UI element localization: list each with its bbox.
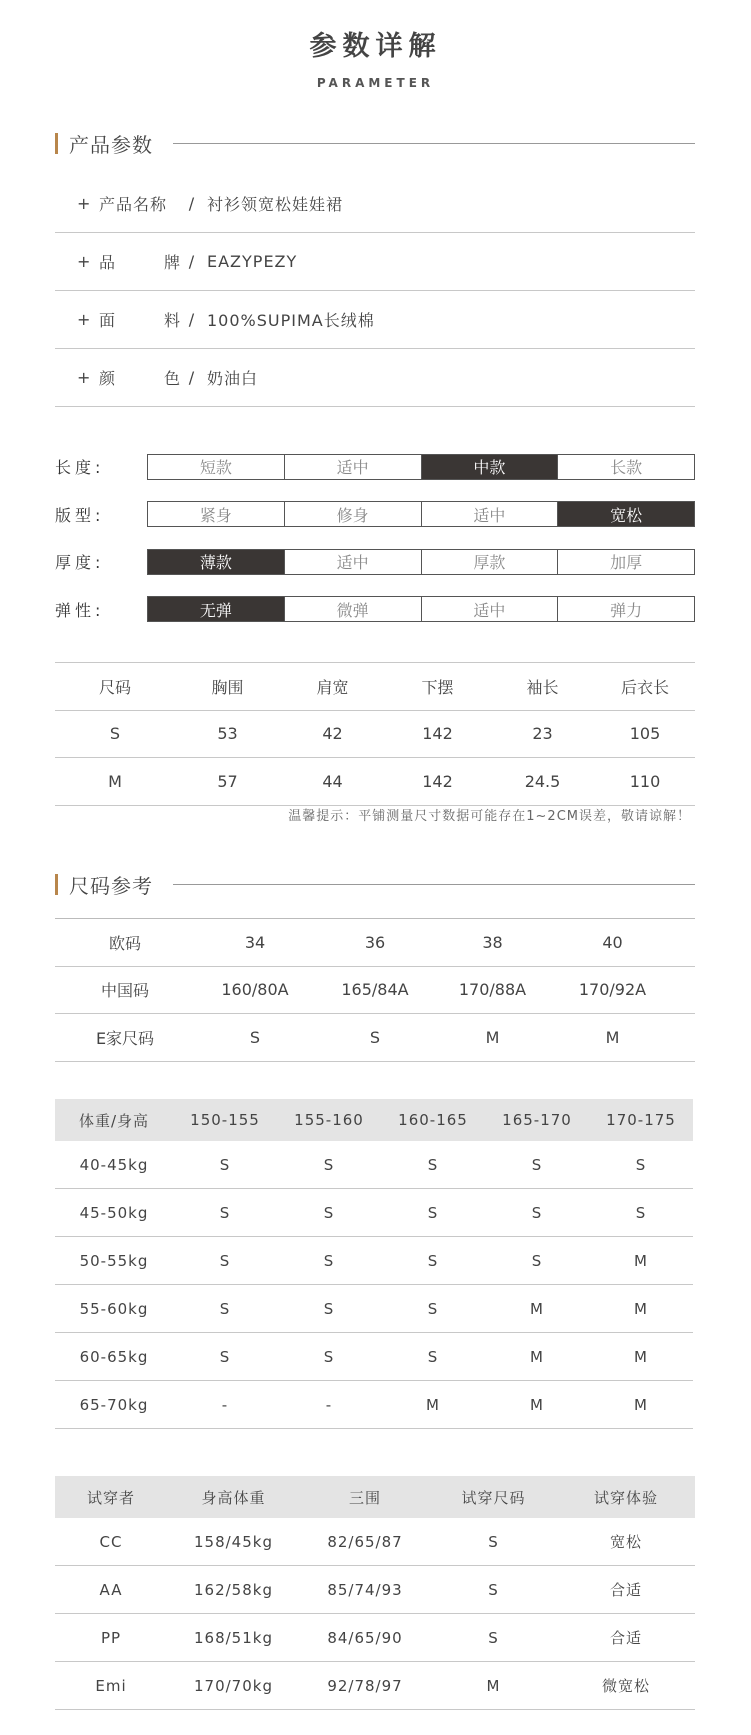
attribute-option: 弹力 [557, 597, 694, 621]
table-cell: 82/65/87 [327, 1532, 403, 1551]
section-title: 尺码参考 [69, 873, 153, 898]
attribute-option: 紧身 [199, 505, 232, 525]
attribute-options [147, 501, 695, 527]
table-row [55, 1189, 693, 1237]
attribute-row [55, 491, 695, 539]
table-row [55, 1333, 693, 1381]
attribute-option: 无弹 [148, 597, 284, 621]
table-cell: S [427, 1251, 439, 1270]
table-header-cell: 后衣长 [620, 677, 669, 697]
attribute-row [55, 586, 695, 634]
table-cell: 55-60kg [79, 1299, 149, 1318]
attribute-option: 修身 [284, 502, 421, 526]
table-row [55, 1014, 695, 1062]
table-cell: S [531, 1203, 543, 1222]
attribute-options [147, 549, 695, 575]
table-cell: M [108, 771, 122, 791]
table-cell: 微宽松 [601, 1677, 650, 1695]
table-cell: S [219, 1347, 231, 1366]
table-cell: 合适 [609, 1581, 642, 1599]
table-cell: 142 [422, 724, 453, 744]
param-value: 奶油白 [207, 369, 259, 388]
table-cell: S [109, 724, 121, 744]
table-cell: 36 [364, 932, 386, 952]
table-cell: S [427, 1347, 439, 1366]
attribute-row [55, 443, 695, 491]
table-cell: 40-45kg [79, 1155, 149, 1174]
table-header-row [55, 663, 695, 711]
table-header-cell: 试穿体验 [593, 1488, 658, 1507]
attribute-label: 版型: [55, 505, 105, 525]
table-cell: 84/65/90 [327, 1628, 403, 1647]
table-cell: 142 [422, 771, 453, 791]
attribute-option: 短款 [199, 458, 232, 478]
param-separator: / [188, 310, 196, 329]
param-row-brand [55, 233, 695, 291]
attribute-options [147, 454, 695, 480]
table-cell: M [486, 1676, 501, 1695]
table-cell: S [219, 1251, 231, 1270]
attribute-option: 薄款 [148, 550, 284, 574]
table-cell: M [634, 1299, 648, 1318]
table-header-cell: 170-175 [606, 1111, 676, 1129]
param-row-fabric [55, 291, 695, 349]
param-key: 产品名称 [99, 195, 168, 214]
section-title: 产品参数 [69, 132, 153, 157]
attribute-option: 宽松 [557, 502, 694, 526]
page-title: 参数详解 [309, 31, 442, 62]
table-cell: 110 [629, 771, 661, 791]
table-cell: 23 [532, 724, 553, 744]
table-row [55, 1662, 695, 1710]
table-cell: S [635, 1203, 647, 1222]
table-cell: M [530, 1395, 544, 1414]
plus-icon: + [77, 368, 92, 387]
attribute-option: 长款 [557, 455, 694, 479]
table-cell: 宽松 [609, 1533, 642, 1551]
table-row [55, 1566, 695, 1614]
param-row-name [55, 175, 695, 233]
table-header-cell: 试穿尺码 [461, 1488, 526, 1507]
table-row [55, 758, 695, 806]
param-key-char: 颜 [99, 369, 117, 388]
table-cell: S [323, 1203, 335, 1222]
param-separator: / [188, 252, 196, 271]
table-cell: 85/74/93 [327, 1580, 403, 1599]
table-header-cell: 165-170 [502, 1111, 572, 1129]
weight-height-table [55, 1099, 693, 1429]
table-header-cell: 三围 [348, 1488, 381, 1507]
table-cell: - [325, 1395, 333, 1414]
param-value: EAZYPEZY [207, 252, 298, 271]
table-cell: 158/45kg [194, 1532, 273, 1551]
table-cell: S [488, 1628, 499, 1647]
divider [173, 884, 695, 885]
table-cell: M [634, 1251, 648, 1270]
attribute-option: 加厚 [557, 550, 694, 574]
param-key [99, 250, 181, 273]
attribute-row [55, 538, 695, 586]
table-cell: S [323, 1251, 335, 1270]
table-cell: 57 [217, 771, 238, 791]
page-subtitle: PARAMETER [316, 76, 435, 90]
table-header-cell: 胸围 [211, 677, 244, 697]
attribute-option: 适中 [421, 597, 558, 621]
attribute-block [55, 443, 695, 633]
attribute-label: 厚度: [55, 553, 105, 573]
table-cell: 162/58kg [194, 1580, 273, 1599]
table-cell: S [488, 1532, 499, 1551]
attribute-option: 适中 [421, 502, 558, 526]
table-cell: S [531, 1251, 543, 1270]
product-section-heading [55, 131, 695, 155]
table-cell: 合适 [609, 1629, 642, 1647]
fitting-table [55, 1476, 695, 1710]
table-cell: S [249, 1027, 261, 1047]
table-row [55, 711, 695, 759]
param-key-char: 料 [163, 311, 181, 330]
divider [173, 143, 695, 144]
table-cell: 168/51kg [194, 1628, 273, 1647]
table-header-cell: 袖长 [526, 677, 559, 697]
attribute-options [147, 596, 695, 622]
table-header-cell: 下摆 [421, 677, 454, 697]
table-cell: PP [100, 1628, 122, 1647]
table-cell: S [219, 1203, 231, 1222]
attribute-option: 适中 [284, 550, 421, 574]
size-reference-table [55, 918, 695, 1062]
table-cell: S [635, 1155, 647, 1174]
attribute-option: 厚款 [421, 550, 558, 574]
plus-icon: + [77, 194, 92, 213]
param-value: 100%SUPIMA长绒棉 [207, 311, 375, 330]
param-key [99, 308, 181, 331]
table-cell: 45-50kg [79, 1203, 149, 1222]
table-cell: 40 [602, 932, 623, 952]
table-cell: 105 [629, 724, 661, 744]
table-cell: S [427, 1299, 439, 1318]
accent-bar [55, 133, 58, 154]
table-cell: 34 [244, 932, 266, 952]
attribute-option: 微弹 [284, 597, 421, 621]
table-cell: 53 [217, 724, 238, 744]
table-cell: - [221, 1395, 229, 1414]
table-cell: M [634, 1395, 648, 1414]
table-cell: 44 [322, 771, 343, 791]
param-key-char: 品 [99, 253, 117, 272]
table-cell: 165/84A [341, 980, 409, 1000]
table-cell: 65-70kg [79, 1395, 149, 1414]
table-cell: S [427, 1155, 439, 1174]
table-cell: E家尺码 [95, 1028, 155, 1048]
table-header-cell: 160-165 [398, 1111, 468, 1129]
table-cell: 170/92A [578, 980, 647, 1000]
attribute-label: 弹性: [55, 600, 105, 620]
attribute-label: 长度: [55, 458, 105, 478]
table-cell: M [426, 1395, 440, 1414]
param-value: 衬衫领宽松娃娃裙 [207, 195, 344, 214]
plus-icon: + [77, 252, 92, 271]
param-separator: / [188, 194, 196, 213]
table-cell: 92/78/97 [327, 1676, 403, 1695]
table-cell: 中国码 [100, 981, 149, 1001]
table-header-row [55, 1476, 695, 1518]
table-header-cell: 尺码 [98, 677, 131, 697]
table-header-cell: 155-160 [294, 1111, 364, 1129]
param-row-color [55, 349, 695, 407]
table-row [55, 967, 695, 1015]
table-row [55, 1381, 693, 1429]
table-cell: S [488, 1580, 499, 1599]
table-cell: 60-65kg [79, 1347, 149, 1366]
table-row [55, 1237, 693, 1285]
measurement-note: 温馨提示：平铺测量尺寸数据可能存在1~2CM误差，敬请谅解！ [288, 809, 691, 824]
size-table [55, 662, 695, 806]
table-cell: S [323, 1347, 335, 1366]
table-cell: Emi [95, 1676, 127, 1695]
table-cell: S [323, 1299, 335, 1318]
table-row [55, 1518, 695, 1566]
table-header-cell: 体重/身高 [78, 1111, 150, 1130]
table-cell: 160/80A [221, 980, 289, 1000]
table-cell: S [219, 1155, 231, 1174]
table-cell: S [219, 1299, 231, 1318]
param-key [99, 366, 181, 389]
attribute-option: 中款 [421, 455, 558, 479]
table-cell: S [531, 1155, 543, 1174]
table-cell: 24.5 [524, 771, 561, 791]
table-cell: M [485, 1027, 500, 1047]
table-cell: 170/88A [458, 980, 527, 1000]
table-row [55, 1285, 693, 1333]
table-cell: M [530, 1299, 544, 1318]
product-param-list [55, 175, 695, 407]
table-cell: 38 [482, 932, 503, 952]
size-reference-heading [55, 872, 695, 896]
attribute-option: 适中 [284, 455, 421, 479]
table-row [55, 1141, 693, 1189]
table-cell: M [605, 1027, 620, 1047]
table-header-cell: 肩宽 [316, 677, 349, 697]
table-cell: 42 [322, 724, 343, 744]
table-cell: 欧码 [108, 933, 141, 953]
table-cell: AA [99, 1580, 123, 1599]
param-key-char: 牌 [163, 253, 181, 272]
accent-bar [55, 874, 58, 895]
table-header-cell: 150-155 [190, 1111, 260, 1129]
table-cell: CC [99, 1532, 123, 1551]
param-key-char: 面 [99, 311, 117, 330]
plus-icon: + [77, 310, 92, 329]
table-cell: S [369, 1027, 381, 1047]
table-cell: M [634, 1347, 648, 1366]
table-cell: M [530, 1347, 544, 1366]
table-row [55, 919, 695, 967]
param-key-char: 色 [163, 369, 181, 388]
table-header-cell: 身高体重 [201, 1488, 266, 1507]
table-cell: S [323, 1155, 335, 1174]
table-row [55, 1614, 695, 1662]
table-cell: S [427, 1203, 439, 1222]
table-cell: 50-55kg [79, 1251, 149, 1270]
table-header-row [55, 1099, 693, 1141]
param-separator: / [188, 368, 196, 387]
table-header-cell: 试穿者 [86, 1488, 135, 1507]
table-cell: 170/70kg [194, 1676, 273, 1695]
